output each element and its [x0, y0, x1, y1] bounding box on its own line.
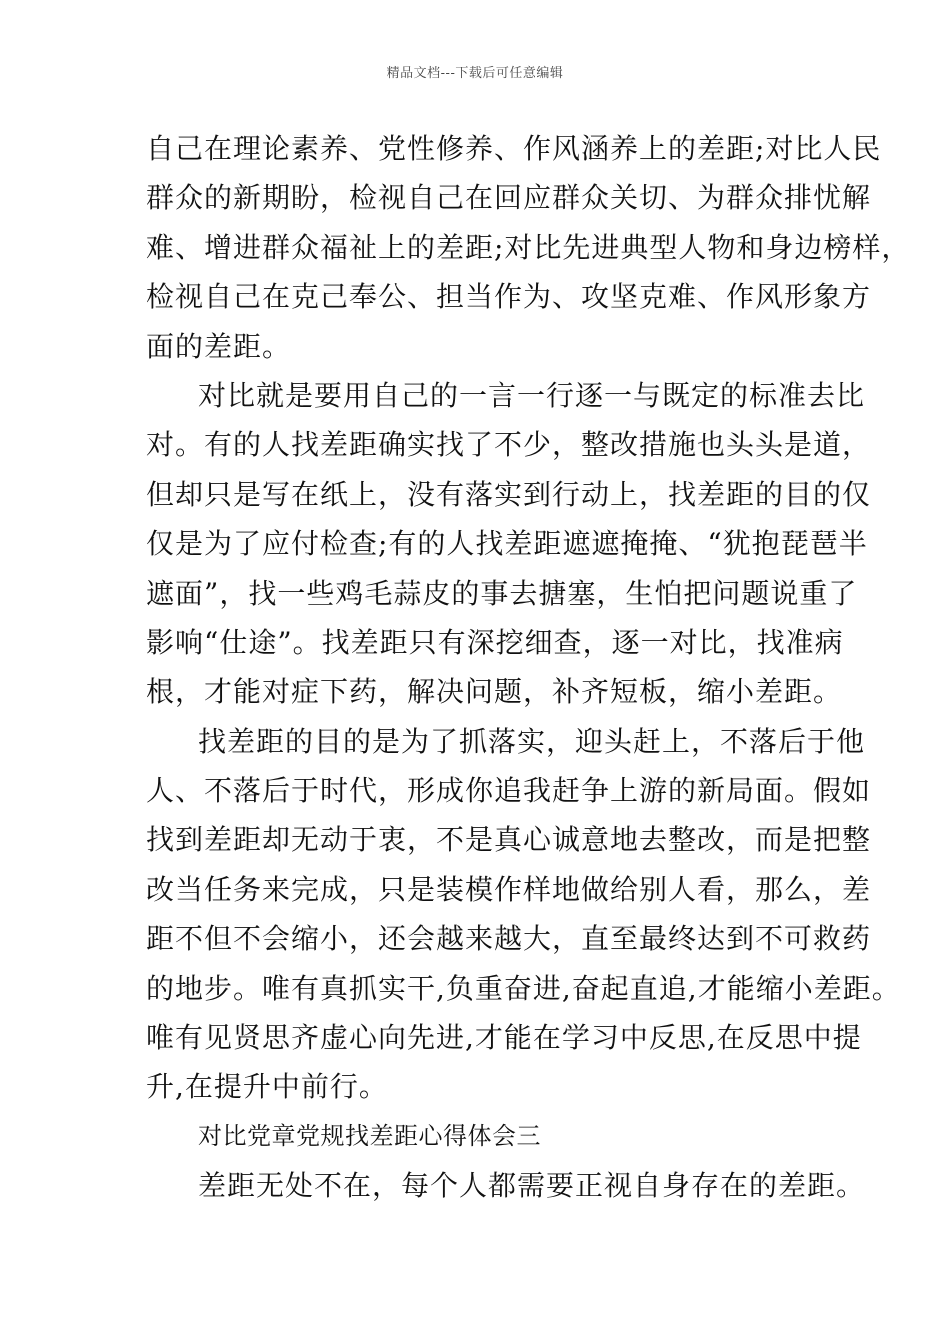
text-line: 仅是为了应付检查;有的人找差距遮遮掩掩、“犹抱琵琶半: [146, 527, 868, 561]
text-line: 距不但不会缩小，还会越来越大，直至最终达到不可救药: [146, 922, 872, 956]
paragraph-start-line: 对比就是要用自己的一言一行逐一与既定的标准去比: [198, 378, 866, 412]
text-line: 面的差距。: [146, 329, 292, 363]
text-line: 人、不落后于时代，形成你追我赶争上游的新局面。假如: [146, 774, 872, 808]
document-body: [146, 124, 911, 1211]
paragraph-start-line: 找差距的目的是为了抓落实，迎头赶上，不落后于他: [198, 724, 866, 758]
text-line: 的地步。唯有真抓实干,负重奋进,奋起直追,才能缩小差距。: [146, 971, 901, 1005]
text-line: 影响“仕途”。找差距只有深挖细查，逐一对比，找准病: [146, 625, 844, 659]
text-line: 检视自己在克己奉公、担当作为、攻坚克难、作风形象方: [146, 280, 872, 314]
text-line: 改当任务来完成，只是装模作样地做给别人看，那么，差: [146, 872, 872, 906]
text-line: 根，才能对症下药，解决问题，补齐短板，缩小差距。: [146, 675, 843, 709]
text-line: 遮面”，找一些鸡毛蒜皮的事去搪塞，生怕把问题说重了: [146, 576, 858, 610]
text-line: 对。有的人找差距确实找了不少，整改措施也头头是道，: [146, 428, 872, 462]
text-line: 但却只是写在纸上，没有落实到行动上，找差距的目的仅: [146, 477, 872, 511]
page-header: 精品文档---下载后可任意编辑: [386, 66, 564, 81]
text-line: 自己在理论素养、党性修养、作风涵养上的差距;对比人民: [146, 132, 882, 165]
text-line: 难、增进群众福祉上的差距;对比先进典型人物和身边榜样，: [146, 230, 911, 264]
text-line: 唯有见贤思齐虚心向先进,才能在学习中反思,在反思中提: [146, 1021, 862, 1055]
text-line: 群众的新期盼，检视自己在回应群众关切、为群众排忧解: [146, 181, 872, 215]
section-title: 对比党章党规找差距心得体会三: [198, 1121, 541, 1150]
text-line: 升,在提升中前行。: [146, 1070, 388, 1104]
paragraph-start-line: 差距无处不在，每个人都需要正视自身存在的差距。: [198, 1169, 866, 1203]
text-line: 找到差距却无动于衷，不是真心诚意地去整改，而是把整: [146, 823, 872, 857]
